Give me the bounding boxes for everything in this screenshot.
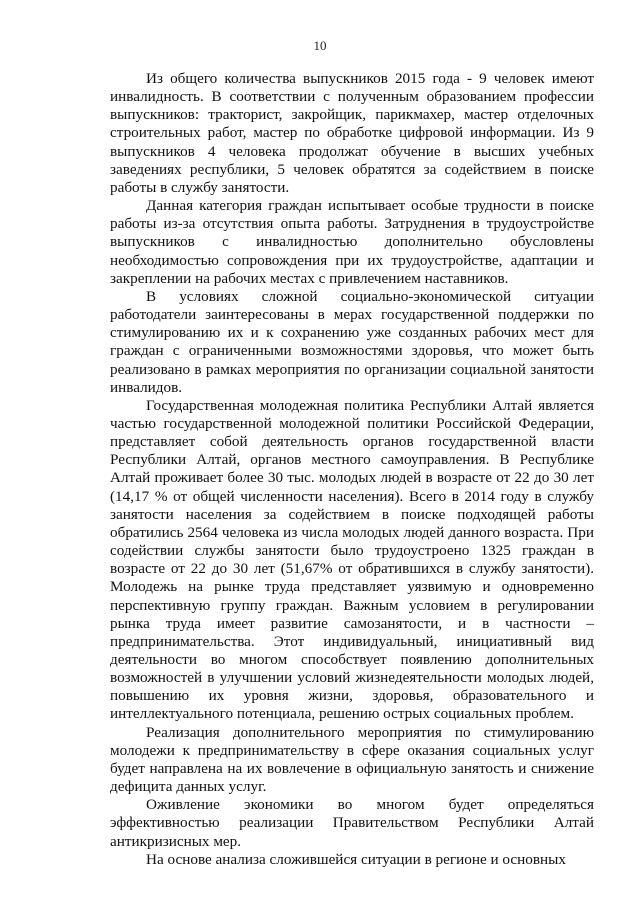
paragraph-employer-support: В условиях сложной социально-экономической ситуации работодатели заинтересованы в мерах государственной поддержки по стимулированию их и к сохранению уже созданных рабочих мест для граждан с ограниченными возможностями здоровья, что может быть реализовано в рамках мероприятия по организации социальной занятости инвалидов. bbox=[110, 287, 594, 396]
paragraph-job-search-difficulties: Данная категория граждан испытывает особые трудности в поиске работы из-за отсутствия опыта работы. Затруднения в трудоустройстве выпускников с инвалидностью дополнительно обусловлены необходимостью сопровождения при их трудоустройстве, адаптации и закреплении на рабочих местах с привлечением наставников. bbox=[110, 197, 594, 287]
paragraph-economic-recovery: Оживление экономики во многом будет определяться эффективностью реализации Правительством Республики Алтай антикризисных мер. bbox=[110, 796, 594, 850]
paragraph-youth-policy: Государственная молодежная политика Республики Алтай является частью государственной молодежной политики Российской Федерации, представляет собой деятельность органов государственной власти Республики Алтай, органов местного самоуправления. В Республике Алтай проживает более 30 тыс. молодых людей в возрасте от 22 до 30 лет (14,17 % от общей численности населения). Всего в 2014 году в службу занятости населения за содействием в поиске подходящей работы обратились 2564 человека из числа молодых людей данного возраста. При содействии службы занятости было трудоустроено 1325 граждан в возрасте от 22 до 30 лет (51,67% от обратившихся в службу занятости). Молодежь на рынке труда представляет уязвимую и одновременно перспективную группу граждан. Важным условием в регулировании рынка труда имеет развитие самозанятости, и в частности – предпринимательства. Этот индивидуальный, инициативный вид деятельности во многом способствует появлению дополнительных возможностей в улучшении условий жизнедеятельности молодых людей, повышению их уровня жизни, здоровья, образовательного и интеллектуального потенциала, решению острых социальных проблем. bbox=[110, 396, 594, 723]
paragraph-entrepreneurship-measure: Реализация дополнительного мероприятия по стимулированию молодежи к предпринимательству в сфере оказания социальных услуг будет направлена на их вовлечение в официальную занятость и снижение дефицита данных услуг. bbox=[110, 723, 594, 796]
paragraph-graduates-disability: Из общего количества выпускников 2015 года - 9 человек имеют инвалидность. В соответствии с полученным образованием профессии выпускников: тракторист, закройщик, парикмахер, мастер отделочных строительных работ, мастер по обработке цифровой информации. Из 9 выпускников 4 человека продолжат обучение в высших учебных заведениях республики, 5 человек обратятся за содействием в поиске работы в службу занятости. bbox=[110, 70, 594, 196]
page-number: 10 bbox=[313, 38, 327, 53]
paragraph-analysis: На основе анализа сложившейся ситуации в регионе и основных bbox=[146, 850, 566, 868]
body-text bbox=[110, 70, 594, 869]
